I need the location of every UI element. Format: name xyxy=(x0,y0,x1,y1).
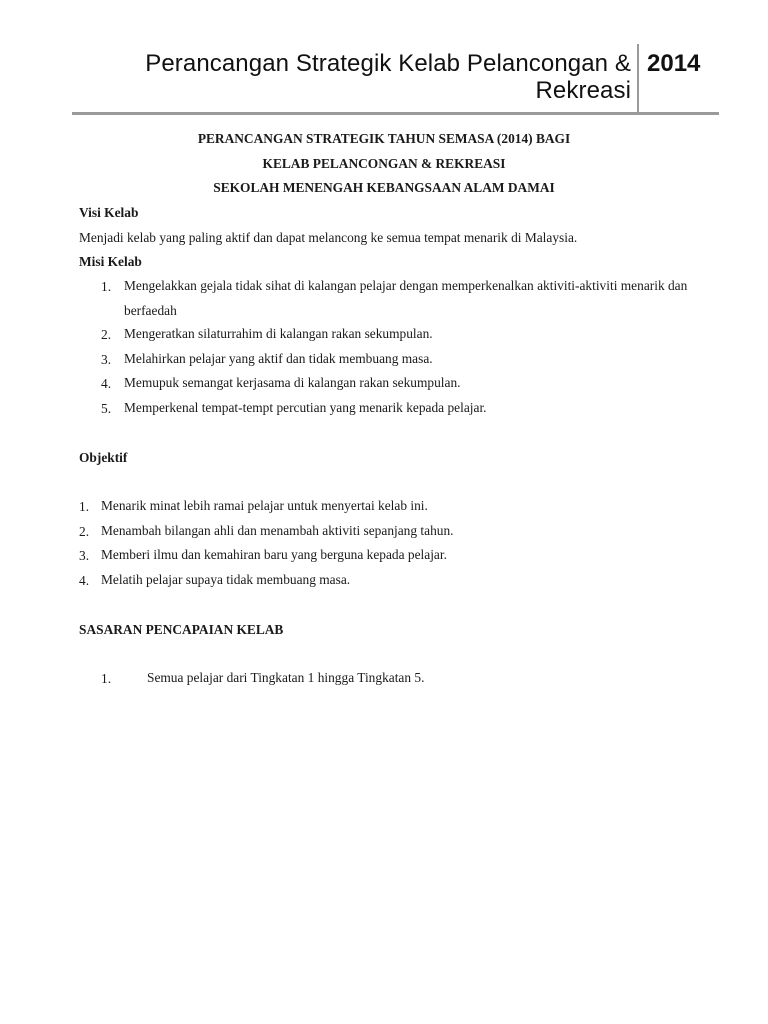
list-item-number: 3. xyxy=(79,548,90,563)
document-heading-line-2: KELAB PELANCONGAN & REKREASI xyxy=(262,156,506,171)
list-item-text: Menambah bilangan ahli dan menambah aktiviti sepanjang tahun. xyxy=(101,523,454,538)
list-item-text: Memperkenal tempat-tempt percutian yang menarik kepada pelajar. xyxy=(124,400,487,415)
objektif-heading: Objektif xyxy=(79,450,128,465)
misi-heading: Misi Kelab xyxy=(79,254,142,269)
list-item-text: Melatih pelajar supaya tidak membuang masa. xyxy=(101,572,351,587)
page-header xyxy=(72,44,719,115)
list-item-number: 2. xyxy=(101,327,112,342)
list-item-text: Melahirkan pelajar yang aktif dan tidak membuang masa. xyxy=(124,351,433,366)
list-item-number: 1. xyxy=(101,671,112,686)
list-item-number: 5. xyxy=(101,401,112,416)
list-item-number: 4. xyxy=(101,376,112,391)
list-item-number: 1. xyxy=(79,499,90,514)
list-item-text: Menarik minat lebih ramai pelajar untuk menyertai kelab ini. xyxy=(101,498,428,513)
list-item-text: Memberi ilmu dan kemahiran baru yang berguna kepada pelajar. xyxy=(101,547,447,562)
sasaran-heading: SASARAN PENCAPAIAN KELAB xyxy=(79,622,284,637)
header-title: Perancangan Strategik Kelab Pelancongan & Rekreasi xyxy=(145,50,631,104)
list-item-number: 4. xyxy=(79,573,90,588)
list-item-number: 2. xyxy=(79,524,90,539)
header-year: 2014 xyxy=(647,50,701,77)
list-item-text: Memupuk semangat kerjasama di kalangan rakan sekumpulan. xyxy=(124,375,461,390)
header-divider xyxy=(637,44,639,112)
list-item-text: Mengeratkan silaturrahim di kalangan rakan sekumpulan. xyxy=(124,326,433,341)
list-item-number: 1. xyxy=(101,279,112,294)
list-item-number: 3. xyxy=(101,352,112,367)
list-item-text: Semua pelajar dari Tingkatan 1 hingga Tingkatan 5. xyxy=(147,670,425,685)
document-heading-line-1: PERANCANGAN STRATEGIK TAHUN SEMASA (2014) BAGI xyxy=(197,131,571,146)
list-item-text: Mengelakkan gejala tidak sihat di kalangan pelajar dengan memperkenalkan aktiviti-aktiviti menarik dan berfaedah xyxy=(124,278,688,318)
document-heading-line-3: SEKOLAH MENENGAH KEBANGSAAN ALAM DAMAI xyxy=(213,180,555,195)
visi-heading: Visi Kelab xyxy=(79,205,139,220)
visi-text: Menjadi kelab yang paling aktif dan dapat melancong ke semua tempat menarik di Malaysia. xyxy=(79,230,578,245)
